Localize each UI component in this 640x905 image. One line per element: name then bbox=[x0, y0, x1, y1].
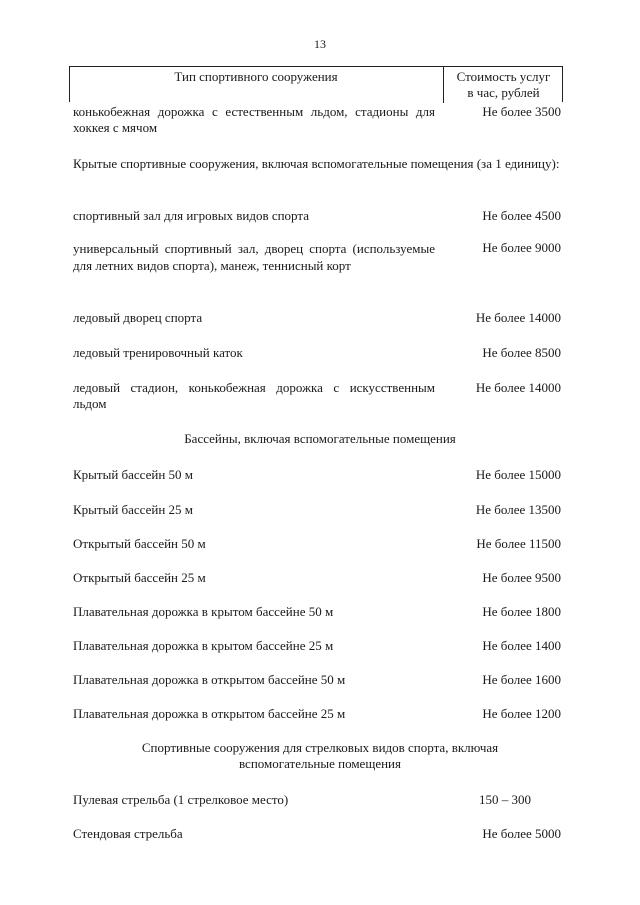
facility-name: ледовый стадион, конькобежная дорожка с искусственным льдом bbox=[73, 380, 435, 411]
header-cost-cell bbox=[446, 69, 561, 101]
facility-price: Не более 14000 bbox=[475, 380, 561, 395]
section-title-shooting: Спортивные сооружения для стрелковых видов спорта, включая вспомогательные помещения bbox=[141, 740, 499, 771]
facility-price: Не более 1400 bbox=[482, 638, 561, 653]
facility-name: Пулевая стрельба (1 стрелковое место) bbox=[73, 792, 289, 807]
facility-name: Открытый бассейн 50 м bbox=[73, 536, 206, 551]
facility-price: Не более 4500 bbox=[482, 208, 561, 223]
facility-price: Не более 3500 bbox=[482, 104, 561, 119]
facility-name: Плавательная дорожка в крытом бассейне 50 м bbox=[73, 604, 334, 619]
facility-price: Не более 9500 bbox=[482, 570, 561, 585]
facility-name: Крытый бассейн 50 м bbox=[73, 467, 194, 482]
facility-price: Не более 13500 bbox=[475, 502, 561, 517]
header-type-cell: Тип спортивного сооружения bbox=[174, 69, 338, 84]
facility-price: Не более 11500 bbox=[476, 536, 561, 551]
facility-price: Не более 15000 bbox=[475, 467, 561, 482]
facility-price: Не более 9000 bbox=[482, 240, 561, 255]
table-header bbox=[69, 66, 563, 102]
facility-price: Не более 5000 bbox=[482, 826, 561, 841]
facility-name: Стендовая стрельба bbox=[73, 826, 183, 841]
facility-price: Не более 14000 bbox=[475, 310, 561, 325]
facility-name: Плавательная дорожка в открытом бассейне 50 м bbox=[73, 672, 346, 687]
facility-name: Плавательная дорожка в крытом бассейне 25 м bbox=[73, 638, 334, 653]
facility-name: ледовый тренировочный каток bbox=[73, 345, 243, 360]
header-cost-line-1: Стоимость услуг bbox=[456, 69, 551, 84]
header-divider bbox=[443, 67, 444, 103]
facility-price: Не более 8500 bbox=[482, 345, 561, 360]
facility-name: универсальный спортивный зал, дворец спорта (используемые для летних видов спорта), манеж, теннисный корт bbox=[73, 241, 435, 273]
facility-name: Крытый бассейн 25 м bbox=[73, 502, 194, 517]
page-number: 13 bbox=[314, 37, 326, 51]
facility-name: спортивный зал для игровых видов спорта bbox=[73, 208, 309, 223]
section-title-pools: Бассейны, включая вспомогательные помещения bbox=[184, 431, 456, 446]
facility-price: Не более 1200 bbox=[482, 706, 561, 721]
facility-name: конькобежная дорожка с естественным льдом, стадионы для хоккея с мячом bbox=[73, 104, 435, 135]
facility-price: Не более 1800 bbox=[482, 604, 561, 619]
facility-price: 150 – 300 bbox=[479, 792, 531, 807]
facility-name: Открытый бассейн 25 м bbox=[73, 570, 206, 585]
facility-price: Не более 1600 bbox=[482, 672, 561, 687]
facility-name: Плавательная дорожка в открытом бассейне 25 м bbox=[73, 706, 346, 721]
section-title-covered: Крытые спортивные сооружения, включая вспомогательные помещения (за 1 единицу): bbox=[73, 156, 560, 171]
header-cost-line-2: в час, рублей bbox=[467, 85, 540, 100]
facility-name: ледовый дворец спорта bbox=[73, 310, 203, 325]
